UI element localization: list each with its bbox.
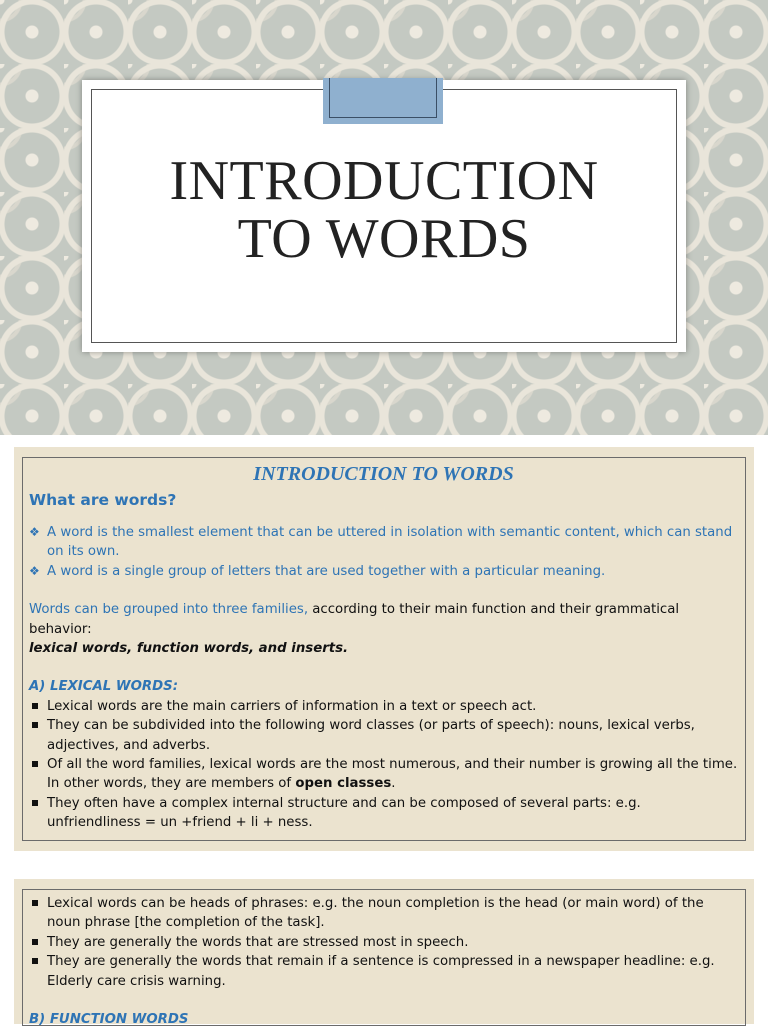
list-item: Of all the word families, lexical words are the most numerous, and their number is growing all the time. In other words, they are members of open classes. — [29, 755, 738, 794]
slide-title: INTRODUCTION TO WORDS — [169, 150, 599, 270]
content-slide-2 — [14, 879, 754, 1028]
section-title: INTRODUCTION TO WORDS — [253, 463, 514, 485]
definition-list — [29, 523, 738, 581]
families-list: lexical words, function words, and inserts. — [29, 641, 349, 657]
definition-item: ❖ A word is a single group of letters that are used together with a particular meaning. — [29, 562, 738, 581]
families-intro: Words can be grouped into three families, — [29, 602, 309, 618]
question-heading: What are words? — [29, 491, 177, 509]
families-intro-rest: according to their main function and their grammatical behavior: — [29, 602, 680, 637]
title-slide — [0, 0, 768, 435]
slide-2-content — [29, 894, 738, 1029]
lexical-points-list — [29, 697, 738, 833]
content-slide-1 — [14, 447, 754, 851]
open-classes-term: open classes — [295, 776, 392, 792]
definition-item: ❖ A word is the smallest element that can be uttered in isolation with semantic content, which can stand on its own. — [29, 523, 738, 562]
list-item: They are generally the words that are stressed most in speech. — [29, 933, 738, 952]
list-item-text: Of all the word families, lexical words are the most numerous, and their number is growing all the time. In other words, they are members of — [47, 757, 738, 792]
list-item: They often have a complex internal structure and can be composed of several parts: e.g. unfriendliness = un +friend + li + ness. — [29, 794, 738, 833]
list-item: They are generally the words that remain if a sentence is compressed in a newspaper headline: e.g. Elderly care crisis warning. — [29, 952, 738, 991]
families-paragraph — [29, 600, 738, 658]
lexical-words-heading: A) LEXICAL WORDS: — [29, 679, 179, 695]
list-item: They can be subdivided into the following word classes (or parts of speech): nouns, lexical verbs, adjectives, and adverbs. — [29, 716, 738, 755]
function-words-heading: B) FUNCTION WORDS — [29, 1012, 189, 1028]
title-tab-decoration — [323, 78, 443, 124]
list-item: Lexical words can be heads of phrases: e.g. the noun completion is the head (or main word) of the noun phrase [the completion of the task]. — [29, 894, 738, 933]
list-item: Lexical words are the main carriers of information in a text or speech act. — [29, 697, 738, 716]
slide-1-content — [29, 461, 738, 833]
lexical-points-list-continued — [29, 894, 738, 991]
title-card — [82, 80, 686, 352]
